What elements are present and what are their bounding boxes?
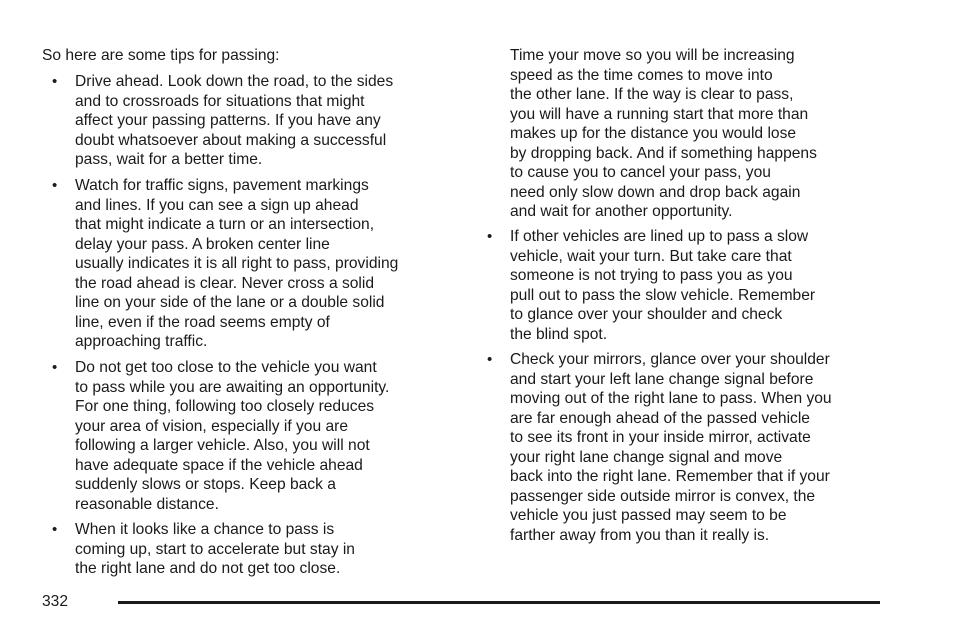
list-item-line: the road ahead is clear. Never cross a solid xyxy=(75,274,375,292)
list-item-line: moving out of the right lane to pass. When you xyxy=(510,390,832,407)
list-item-line: suddenly slows or stops. Keep back a xyxy=(75,476,336,493)
list-item-line: pull out to pass the slow vehicle. Remember xyxy=(510,286,816,304)
bullet-marker: • xyxy=(487,351,493,368)
list-item-line: delay your pass. A broken center line xyxy=(75,235,330,253)
list-item-line: back into the right lane. Remember that if your xyxy=(510,468,830,485)
list-item-line: the blind spot. xyxy=(510,325,608,343)
paragraph-line: speed as the time comes to move into xyxy=(510,66,773,84)
paragraph-line: you will have a running start that more than xyxy=(510,105,809,123)
list-item-line: doubt whatsoever about making a successful xyxy=(75,131,387,149)
list-item-line: to pass while you are awaiting an opportunity. xyxy=(75,378,390,396)
list-item-line: vehicle you just passed may seem to be xyxy=(510,507,787,524)
paragraph-line: need only slow down and drop back again xyxy=(510,183,801,201)
list-item-line: vehicle, wait your turn. But take care that xyxy=(510,247,792,265)
paragraph-line: and wait for another opportunity. xyxy=(510,203,733,220)
paragraph-line: makes up for the distance you would lose xyxy=(510,125,797,142)
list-item-line: When it looks like a chance to pass is xyxy=(75,521,335,538)
list-item-line: are far enough ahead of the passed vehicle xyxy=(510,409,810,427)
bullet-marker: • xyxy=(52,359,58,376)
list-item-line: affect your passing patterns. If you have any xyxy=(75,112,381,129)
list-item-line: reasonable distance. xyxy=(75,495,219,513)
paragraph-line: Time your move so you will be increasing xyxy=(510,47,795,64)
bullet-marker: • xyxy=(487,228,493,245)
list-item-line: For one thing, following too closely reduces xyxy=(75,398,375,415)
list-item-line: and start your left lane change signal before xyxy=(510,370,814,388)
list-item-line: line on your side of the lane or a double solid xyxy=(75,294,385,311)
list-item-line: farther away from you than it really is. xyxy=(510,526,770,544)
list-item-line: and lines. If you can see a sign up ahead xyxy=(75,196,359,214)
paragraph-line: to cause you to cancel your pass, you xyxy=(510,164,771,181)
list-item-line: pass, wait for a better time. xyxy=(75,151,263,168)
list-item-line: coming up, start to accelerate but stay in xyxy=(75,540,355,558)
list-item-line: and to crossroads for situations that might xyxy=(75,92,365,110)
list-item-line: If other vehicles are lined up to pass a slow xyxy=(510,228,809,245)
footer-rule xyxy=(118,601,880,604)
list-item-line: your right lane change signal and move xyxy=(510,448,783,466)
list-item-line: following a larger vehicle. Also, you will not xyxy=(75,437,370,454)
paragraph-line: the other lane. If the way is clear to pass, xyxy=(510,86,794,103)
list-item-line: have adequate space if the vehicle ahead xyxy=(75,456,363,474)
bullet-marker: • xyxy=(52,521,58,538)
list-item-line: that might indicate a turn or an intersection, xyxy=(75,216,375,233)
list-item-line: Drive ahead. Look down the road, to the sides xyxy=(75,73,394,90)
list-item-line: line, even if the road seems empty of xyxy=(75,313,330,331)
list-item-line: approaching traffic. xyxy=(75,333,208,350)
intro-text: So here are some tips for passing: xyxy=(42,47,280,64)
list-item-line: to see its front in your inside mirror, activate xyxy=(510,429,811,446)
list-item-line: your area of vision, especially if you are xyxy=(75,417,349,435)
list-item-line: passenger side outside mirror is convex, the xyxy=(510,487,816,505)
list-item-line: to glance over your shoulder and check xyxy=(510,306,783,323)
list-item-line: someone is not trying to pass you as you xyxy=(510,267,793,284)
paragraph-line: by dropping back. And if something happens xyxy=(510,144,817,162)
list-item-line: Watch for traffic signs, pavement markings xyxy=(75,177,369,194)
list-item-line: Check your mirrors, glance over your shoulder xyxy=(510,351,830,368)
list-item-line: usually indicates it is all right to pass, providing xyxy=(75,255,399,272)
bullet-marker: • xyxy=(52,73,58,90)
list-item-line: Do not get too close to the vehicle you want xyxy=(75,359,377,376)
bullet-marker: • xyxy=(52,177,58,194)
page-number: 332 xyxy=(42,593,69,610)
list-item-line: the right lane and do not get too close. xyxy=(75,560,341,577)
